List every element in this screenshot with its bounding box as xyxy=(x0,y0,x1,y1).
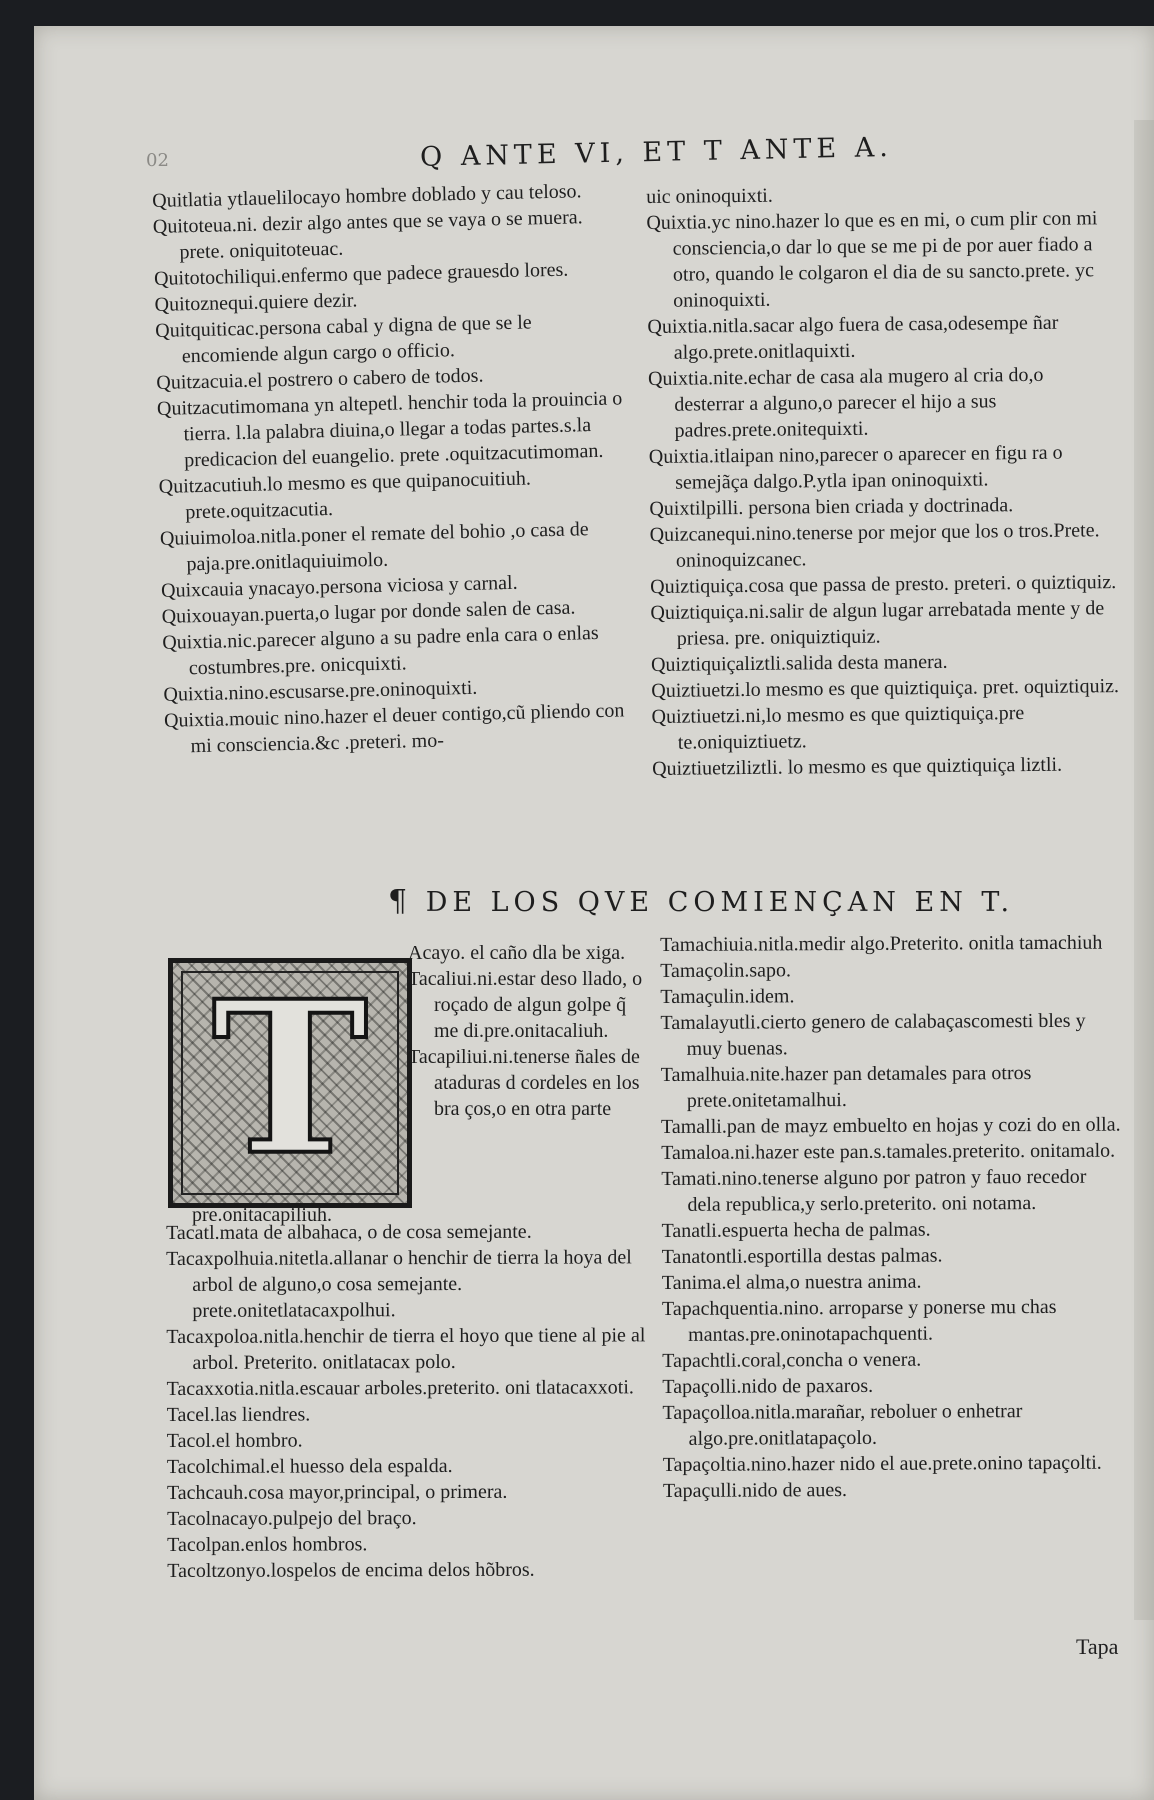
dictionary-entry: Quixtia.mouic nino.hazer el deuer contigo,cũ pliendo con mi consciencia.&c .preteri. mo- xyxy=(163,699,625,758)
dictionary-entry: Quixtia.itlaipan nino,parecer o aparecer en figu ra o semejãça dalgo.P.ytla ipan oninoquixti. xyxy=(648,441,1063,494)
dictionary-entry: Tamachiuia.nitla.medir algo.Preterito. onitla tamachiuh xyxy=(660,931,1103,956)
facing-page-edge xyxy=(1134,120,1154,1620)
dictionary-entry: Quiuimoloa.nitla.poner el remate del bohio ,o casa de paja.pre.onitlaquiuimolo. xyxy=(159,518,589,576)
dictionary-entry: Quixtia.nic.parecer alguno a su padre enla cara o enlas costumbres.pre. onicquixti. xyxy=(162,621,599,680)
dictionary-entry: Tacaxpolhuia.nitetla.allanar o henchir de tierra la hoya del arbol de alguno,o cosa semejante. prete.onitetlatacaxpolhui. xyxy=(166,1246,632,1322)
decorated-initial xyxy=(168,954,412,1208)
dictionary-entry: Quitzacuia.el postrero o cabero de todos. xyxy=(156,364,484,394)
dictionary-entry: Tamaçolin.sapo. xyxy=(660,959,792,982)
dictionary-entry: Quiztiquiça.cosa que passa de presto. preteri. o quiztiquiz. xyxy=(650,571,1117,598)
dictionary-entry: Quitquiticac.persona cabal y digna de que se le encomiende algun cargo o officio. xyxy=(154,311,532,368)
dictionary-entry: Tamati.nino.tenerse alguno por patron y fauo recedor dela republica,y serlo.preterito. oni notama. xyxy=(661,1165,1087,1216)
dictionary-entry: Tanatli.espuerta hecha de palmas. xyxy=(661,1218,931,1242)
dictionary-entry: Quiztiuetziliztli. lo mesmo es que quiztiquiça liztli. xyxy=(652,753,1063,780)
dictionary-entry: Quiztiquiça.ni.salir de algun lugar arrebatada mente y de priesa. pre. oniquiztiquiz. xyxy=(650,597,1105,650)
dictionary-entry: Tacoltzonyo.lospelos de encima delos hõbros. xyxy=(167,1558,535,1582)
initial-tail-line: pre.onitacapiliuh. xyxy=(192,1204,332,1226)
dictionary-entry: Quixtia.nitla.sacar algo fuera de casa,odesempe ñar algo.prete.onitlaquixti. xyxy=(647,311,1059,364)
dictionary-entry: Quiztiuetzi.lo mesmo es que quiztiquiça. pret. oquiztiquiz. xyxy=(651,675,1120,702)
dictionary-entry: Tacel.las liendres. xyxy=(166,1403,311,1426)
dictionary-entry: Tachcauh.cosa mayor,principal, o primera. xyxy=(166,1480,508,1504)
dictionary-entry: Quitzacutiuh.lo mesmo es que quipanocuitiuh. prete.oquitzacutia. xyxy=(158,467,532,524)
dictionary-entry: Tanima.el alma,o nuestra anima. xyxy=(661,1270,922,1294)
dictionary-entry: Tacaliui.ni.estar deso llado, o roçado de algun golpe q̃ me di.pre.onitacaliuh. xyxy=(408,968,643,1042)
initial-adjacent-entries xyxy=(408,940,648,1122)
left-column-top xyxy=(152,177,635,760)
dictionary-entry: Quitzacutimomana yn altepetl. henchir toda la prouincia o tierra. l.la palabra diuina,o llegar a todas partes.s.la predicacion del euangelio. prete .oquitzacutimoman. xyxy=(156,387,623,472)
pilcrow-mark: ¶ xyxy=(388,884,413,919)
dictionary-entry: Tacaxxotia.nitla.escauar arboles.preterito. oni tlatacaxxoti. xyxy=(166,1376,634,1400)
dictionary-entry: Tamaçulin.idem. xyxy=(660,985,795,1008)
dictionary-entry: Tacolchimal.el huesso dela espalda. xyxy=(166,1455,453,1478)
dictionary-entry: Tamalhuia.nite.hazer pan detamales para otros prete.onitetamalhui. xyxy=(660,1062,1032,1112)
dictionary-entry: Tapaçoltia.nino.hazer nido el aue.prete.onino tapaçolti. xyxy=(662,1451,1102,1476)
dictionary-entry: Tacolnacayo.pulpejo del braço. xyxy=(167,1507,417,1530)
dictionary-entry: Quixouayan.puerta,o lugar por donde salen de casa. xyxy=(161,596,576,628)
section-title: DE LOS QVE COMIENÇAN EN T. xyxy=(425,887,1015,918)
dictionary-entry: Tamalli.pan de mayz embuelto en hojas y cozi do en olla. xyxy=(660,1113,1121,1138)
dictionary-entry: Tapachquentia.nino. arroparse y ponerse mu chas mantas.pre.oninotapachquenti. xyxy=(661,1295,1057,1346)
dictionary-entry: Quitoznequi.quiere dezir. xyxy=(154,289,358,316)
right-column-top xyxy=(646,179,1122,782)
dictionary-entry: Tanatontli.esportilla destas palmas. xyxy=(661,1244,943,1268)
dictionary-entry: Tamalayutli.cierto genero de calabaçascomesti bles y muy buenas. xyxy=(660,1009,1086,1060)
left-column-bottom xyxy=(166,1218,647,1584)
dictionary-entry: Quitlatia ytlauelilocayo hombre doblado y cau teloso. xyxy=(152,180,582,212)
dictionary-entry: Tapachtli.coral,concha o venera. xyxy=(662,1348,922,1372)
running-head: Q ANTE VI, ET T ANTE A. xyxy=(419,131,894,173)
dictionary-entry: Quizcanequi.nino.tenerse por mejor que los o tros.Prete. oninoquizcanec. xyxy=(649,519,1100,572)
dictionary-entry: Acayo. el caño dla be xiga. xyxy=(408,942,626,964)
dictionary-entry: Quixtilpilli. persona bien criada y doctrinada. xyxy=(649,494,1014,520)
dictionary-entry: Tacol.el hombro. xyxy=(166,1429,303,1452)
dictionary-entry: Quiztiquiçaliztli.salida desta manera. xyxy=(650,650,948,676)
dictionary-entry: Quiztiuetzi.ni,lo mesmo es que quiztiquiça.pre te.oniquiztiuetz. xyxy=(651,702,1025,754)
dictionary-entry: uic oninoquixti. xyxy=(646,184,773,208)
dictionary-entry: Tamaloa.ni.hazer este pan.s.tamales.preterito. onitamalo. xyxy=(661,1139,1116,1164)
dictionary-entry: Tapaçolloa.nitla.marañar, reboluer o enhetrar algo.pre.onitlatapaçolo. xyxy=(662,1400,1023,1450)
page-number: 02 xyxy=(146,150,169,171)
dictionary-entry: Tacatl.mata de albahaca, o de cosa semejante. xyxy=(166,1220,532,1244)
dictionary-entry: Quitotochiliqui.enfermo que padece grauesdo lores. xyxy=(153,258,569,290)
catchword: Tapa xyxy=(1076,1634,1119,1659)
section-heading xyxy=(388,884,1014,919)
dictionary-entry: Quixcauia ynacayo.persona viciosa y carnal. xyxy=(160,571,518,602)
dictionary-entry: Quixtia.yc nino.hazer lo que es en mi, o cum plir con mi consciencia,o dar lo que se me pi de por auer fiado a otro, quando le colgaron el dia de su sancto.prete. yc oninoquixti. xyxy=(646,207,1098,312)
dictionary-entry: Quixtia.nino.escusarse.pre.oninoquixti. xyxy=(163,676,478,706)
dictionary-entry: Tapaçolli.nido de paxaros. xyxy=(662,1374,874,1398)
right-column-bottom xyxy=(660,930,1123,1504)
dictionary-entry: Tapaçulli.nido de aues. xyxy=(662,1479,848,1502)
dictionary-entry: Tacolpan.enlos hombros. xyxy=(167,1533,368,1556)
dictionary-entry: Quixtia.nite.echar de casa ala mugero al cria do,o desterrar a alguno,o parecer el hijo a sus padres.prete.onitequixti. xyxy=(647,363,1044,442)
dictionary-entry: Quitoteua.ni. dezir algo antes que se vaya o se muera. prete. oniquitoteuac. xyxy=(152,206,583,264)
dictionary-entry: Tacaxpoloa.nitla.henchir de tierra el hoyo que tiene al pie al arbol. Preterito. onitlatacax polo. xyxy=(166,1324,646,1374)
initial-letter: T xyxy=(211,954,369,1202)
dictionary-entry: Tacapiliui.ni.tenerse ñales de ataduras d cordeles en los bra ços,o en otra parte xyxy=(408,1046,640,1120)
